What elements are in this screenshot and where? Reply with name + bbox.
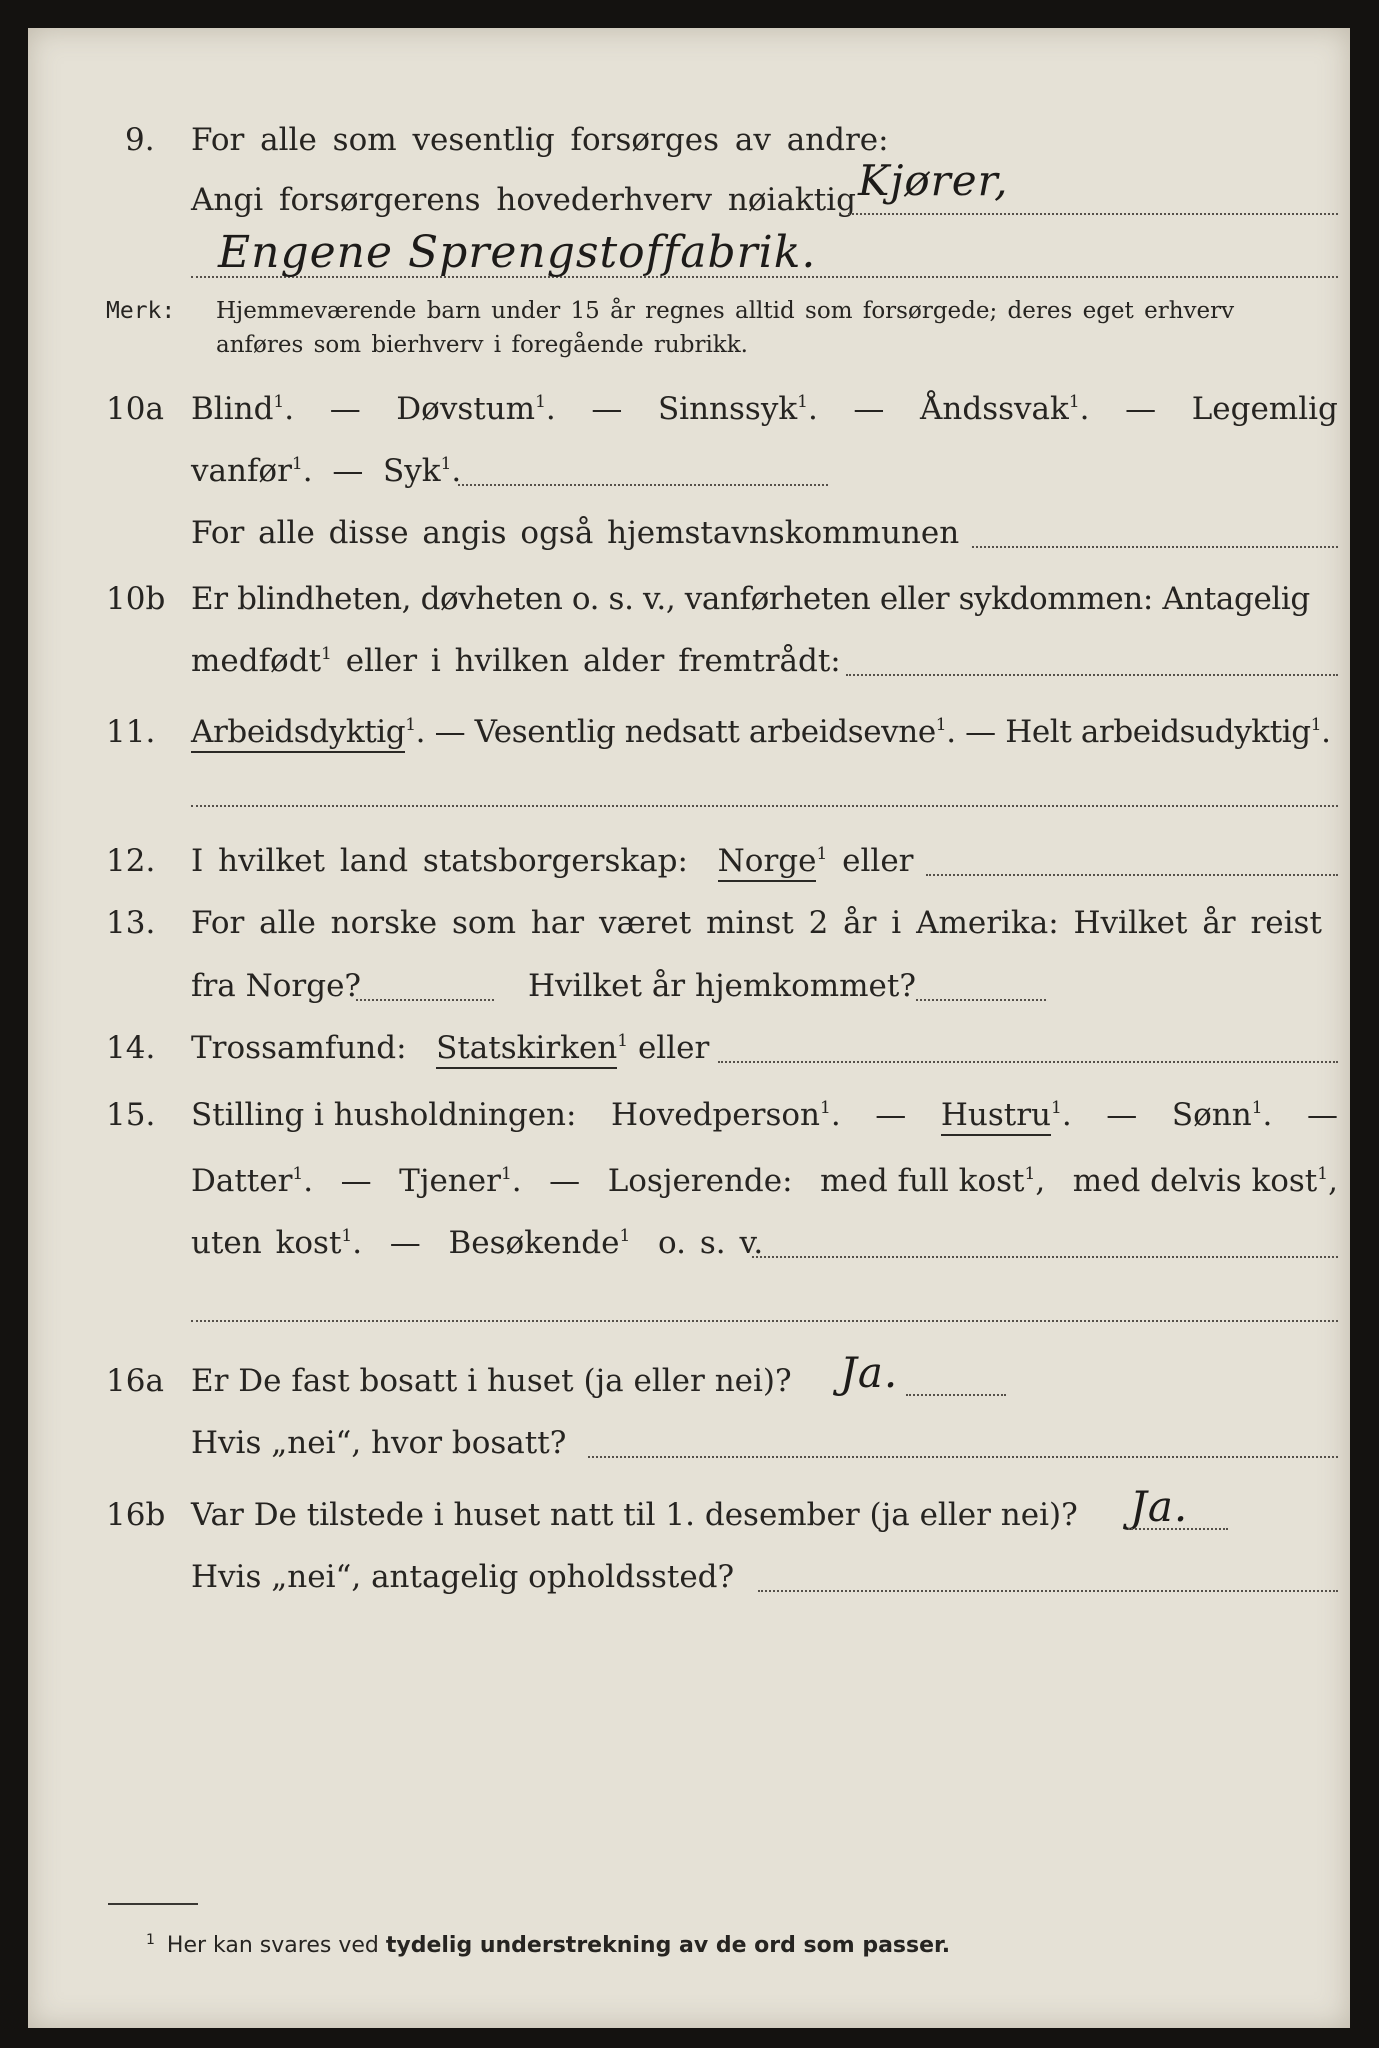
- q16b-opholdssted-line: [758, 1590, 1338, 1592]
- q14-number: 14.: [106, 1030, 156, 1066]
- q10b-answer-line: [846, 674, 1338, 676]
- q15-answer-line: [752, 1256, 1338, 1258]
- opt-blind: Blind$^1$.: [191, 391, 295, 427]
- separator: —: [853, 391, 885, 427]
- q10a-line1: [191, 389, 1338, 429]
- q16b-handwritten-answer: Ja.: [1130, 1482, 1189, 1531]
- q16b-number: 16b: [106, 1497, 166, 1533]
- merk-line1: Hjemmeværende barn under 15 år regnes alltid som forsørgede; deres eget erhverv: [216, 298, 1235, 324]
- opt-dovstum: Døvstum$^1$.: [396, 391, 556, 427]
- q9-line2: Angi forsørgerens hovederhverv nøiaktig: [191, 182, 856, 218]
- separator: —: [591, 391, 623, 427]
- q11-answer-line: [191, 805, 1338, 807]
- q9-handwritten-answer-1: Kjører,: [858, 156, 1009, 205]
- separator: —: [1125, 391, 1157, 427]
- q11-number: 11.: [106, 714, 156, 750]
- q10a-line3: For alle disse angis også hjemstavnskommunen: [191, 515, 960, 551]
- q16b-line2: Hvis „nei“, antagelig opholdssted?: [191, 1559, 735, 1595]
- q15-underlined-answer: Hustru: [941, 1097, 1051, 1136]
- q15-answer-line-2: [191, 1320, 1338, 1322]
- q15-line2: Datter$^1$. — Tjener$^1$. — Losjerende: med full kost$^1$, med delvis kost$^1$,: [191, 1163, 1338, 1199]
- q14-answer-line: [718, 1061, 1338, 1063]
- q16b-line1: Var De tilstede i huset natt til 1. desember (ja eller nei)?: [191, 1497, 1078, 1533]
- opt-andssvak: Åndssvak$^1$.: [920, 391, 1090, 427]
- merk-label: Merk:: [106, 298, 176, 324]
- q10b-line1: Er blindheten, døvheten o. s. v., vanførheten eller sykdommen: Antagelig: [191, 581, 1310, 617]
- q9-number: 9.: [125, 122, 155, 158]
- q10b-line2: medfødt$^1$ eller i hvilken alder fremtrådt:: [191, 643, 841, 679]
- opt-legemlig: Legemlig: [1191, 391, 1338, 427]
- q9-answer-line-1: [848, 213, 1338, 215]
- q10a-answer-line: [458, 484, 828, 486]
- q16a-bosatt-line: [588, 1456, 1338, 1458]
- q14-line1: Trossamfund: Statskirken$^1$ eller: [191, 1028, 709, 1068]
- q9-handwritten-answer-2: Engene Sprengstoffabrik.: [218, 227, 817, 278]
- opt-sinnssyk: Sinnssyk$^1$.: [657, 391, 818, 427]
- q15-line3: uten kost$^1$. — Besøkende$^1$ o. s. v.: [191, 1225, 764, 1261]
- q13-hjemkommet-line: [916, 999, 1046, 1001]
- q16a-answer-line: [906, 1394, 1006, 1396]
- q13-reist-line: [356, 999, 494, 1001]
- q15-number: 15.: [106, 1097, 156, 1133]
- q14-underlined-answer: Statskirken: [436, 1030, 617, 1069]
- q16a-handwritten-answer: Ja.: [840, 1348, 899, 1397]
- separator: —: [329, 391, 361, 427]
- q15-line1: Stilling i husholdningen: Hovedperson$^1$. — Hustru$^1$. — Sønn$^1$. —: [191, 1095, 1338, 1135]
- q13-fra-norge: fra Norge?: [191, 968, 362, 1004]
- footnote-rule: [108, 1903, 198, 1905]
- q16a-line2: Hvis „nei“, hvor bosatt?: [191, 1425, 567, 1461]
- q11-underlined-answer: Arbeidsdyktig: [191, 714, 405, 753]
- q16a-line1: Er De fast bosatt i huset (ja eller nei)?: [191, 1363, 792, 1399]
- q16b-answer-line: [1128, 1528, 1228, 1530]
- q16a-number: 16a: [106, 1363, 164, 1399]
- q12-answer-line: [926, 874, 1338, 876]
- q12-underlined-answer: Norge: [718, 843, 817, 882]
- q13-line1: For alle norske som har været minst 2 år i Amerika: Hvilket år reist: [191, 905, 1322, 941]
- q13-hjemkommet: Hvilket år hjemkommet?: [528, 968, 916, 1004]
- q10b-number: 10b: [106, 581, 166, 617]
- q11-line1: Arbeidsdyktig$^1$. — Vesentlig nedsatt arbeidsevne$^1$. — Helt arbeidsudyktig$^1$.: [191, 712, 1331, 752]
- q12-line1: I hvilket land statsborgerskap: Norge$^1$ eller: [191, 841, 914, 881]
- q12-number: 12.: [106, 843, 156, 879]
- q10a-number: 10a: [106, 391, 164, 427]
- q13-number: 13.: [106, 905, 156, 941]
- footnote: $^1$ Her kan svares ved tydelig understrekning av de ord som passer.: [146, 1932, 951, 1958]
- merk-line2: anføres som bierhverv i foregående rubrikk.: [216, 332, 748, 358]
- q10a-line2: vanfør$^1$. — Syk$^1$.: [191, 453, 462, 489]
- q10a-hjemstavn-line: [972, 546, 1338, 548]
- census-form-page: [28, 28, 1350, 2028]
- q9-line1: For alle som vesentlig forsørges av andre:: [191, 122, 889, 158]
